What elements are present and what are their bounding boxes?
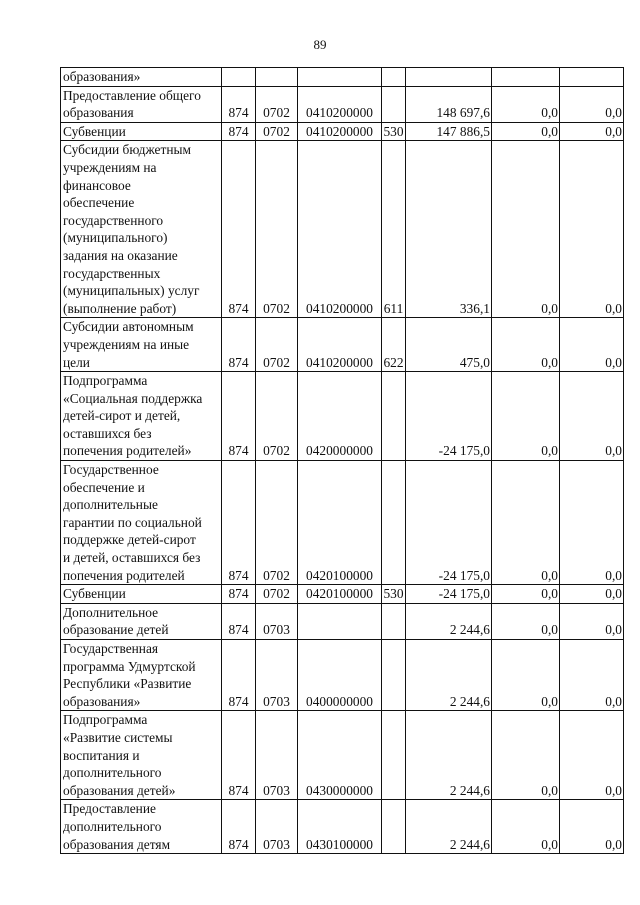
cell-sum: 475,0 xyxy=(406,318,492,372)
cell-expense-type: 622 xyxy=(382,318,406,372)
cell-target-article: 0430000000 xyxy=(298,711,382,800)
cell-name: Субвенции xyxy=(61,122,222,141)
table-row xyxy=(61,141,624,318)
cell-value-2 xyxy=(492,68,560,87)
cell-section-code: 0702 xyxy=(256,372,298,461)
cell-ved-code: 874 xyxy=(222,603,256,639)
cell-value-2: 0,0 xyxy=(492,86,560,122)
table-row xyxy=(61,461,624,585)
cell-value-2: 0,0 xyxy=(492,122,560,141)
cell-ved-code: 874 xyxy=(222,461,256,585)
cell-value-2: 0,0 xyxy=(492,800,560,854)
cell-name: Субвенции xyxy=(61,585,222,604)
cell-value-3: 0,0 xyxy=(560,86,624,122)
cell-section-code: 0702 xyxy=(256,86,298,122)
cell-expense-type xyxy=(382,372,406,461)
cell-target-article: 0410200000 xyxy=(298,86,382,122)
cell-expense-type xyxy=(382,603,406,639)
cell-ved-code: 874 xyxy=(222,640,256,711)
cell-ved-code: 874 xyxy=(222,711,256,800)
cell-name: образования» xyxy=(61,68,222,87)
cell-section-code: 0702 xyxy=(256,318,298,372)
cell-value-3: 0,0 xyxy=(560,640,624,711)
budget-table xyxy=(60,67,624,854)
cell-sum: 2 244,6 xyxy=(406,603,492,639)
cell-section-code xyxy=(256,68,298,87)
cell-sum: 2 244,6 xyxy=(406,640,492,711)
cell-sum: -24 175,0 xyxy=(406,461,492,585)
cell-value-2: 0,0 xyxy=(492,711,560,800)
cell-target-article xyxy=(298,68,382,87)
cell-name: Подпрограмма «Социальная поддержка детей-сирот и детей, оставшихся без попечения родителей» xyxy=(61,372,222,461)
cell-section-code: 0703 xyxy=(256,603,298,639)
cell-name: Государственное обеспечение и дополнительные гарантии по социальной поддержке детей-сирот и детей, оставшихся без попечения родителей xyxy=(61,461,222,585)
cell-section-code: 0702 xyxy=(256,122,298,141)
cell-value-3: 0,0 xyxy=(560,603,624,639)
cell-sum: 2 244,6 xyxy=(406,711,492,800)
table-row xyxy=(61,640,624,711)
cell-target-article: 0420000000 xyxy=(298,372,382,461)
cell-target-article xyxy=(298,603,382,639)
cell-section-code: 0703 xyxy=(256,711,298,800)
cell-expense-type xyxy=(382,800,406,854)
cell-value-3: 0,0 xyxy=(560,800,624,854)
cell-sum: 336,1 xyxy=(406,141,492,318)
cell-ved-code xyxy=(222,68,256,87)
cell-name: Предоставление общего образования xyxy=(61,86,222,122)
cell-value-2: 0,0 xyxy=(492,372,560,461)
cell-value-3: 0,0 xyxy=(560,585,624,604)
cell-value-3: 0,0 xyxy=(560,461,624,585)
page-number: 89 xyxy=(313,37,327,52)
cell-value-3: 0,0 xyxy=(560,711,624,800)
table-row xyxy=(61,86,624,122)
cell-ved-code: 874 xyxy=(222,86,256,122)
cell-value-2: 0,0 xyxy=(492,640,560,711)
cell-target-article: 0420100000 xyxy=(298,461,382,585)
cell-value-2: 0,0 xyxy=(492,603,560,639)
cell-section-code: 0702 xyxy=(256,461,298,585)
cell-expense-type xyxy=(382,86,406,122)
cell-target-article: 0420100000 xyxy=(298,585,382,604)
cell-expense-type xyxy=(382,640,406,711)
table-row xyxy=(61,318,624,372)
cell-name: Предоставление дополнительного образования детям xyxy=(61,800,222,854)
cell-value-2: 0,0 xyxy=(492,461,560,585)
cell-name: Подпрограмма «Развитие системы воспитания и дополнительного образования детей» xyxy=(61,711,222,800)
cell-sum: -24 175,0 xyxy=(406,372,492,461)
cell-expense-type: 530 xyxy=(382,122,406,141)
cell-name: Субсидии автономным учреждениям на иные цели xyxy=(61,318,222,372)
cell-expense-type xyxy=(382,711,406,800)
cell-expense-type xyxy=(382,461,406,585)
cell-target-article: 0400000000 xyxy=(298,640,382,711)
cell-value-2: 0,0 xyxy=(492,585,560,604)
cell-ved-code: 874 xyxy=(222,372,256,461)
cell-target-article: 0410200000 xyxy=(298,318,382,372)
table-row xyxy=(61,372,624,461)
cell-ved-code: 874 xyxy=(222,800,256,854)
cell-value-3: 0,0 xyxy=(560,372,624,461)
cell-value-3: 0,0 xyxy=(560,122,624,141)
table-row xyxy=(61,68,624,87)
cell-ved-code: 874 xyxy=(222,141,256,318)
cell-sum: 2 244,6 xyxy=(406,800,492,854)
cell-value-2: 0,0 xyxy=(492,318,560,372)
cell-section-code: 0702 xyxy=(256,141,298,318)
cell-expense-type: 611 xyxy=(382,141,406,318)
cell-value-2: 0,0 xyxy=(492,141,560,318)
cell-sum: 148 697,6 xyxy=(406,86,492,122)
table-row xyxy=(61,711,624,800)
cell-expense-type: 530 xyxy=(382,585,406,604)
cell-section-code: 0703 xyxy=(256,640,298,711)
cell-ved-code: 874 xyxy=(222,318,256,372)
cell-sum xyxy=(406,68,492,87)
table-row xyxy=(61,603,624,639)
cell-section-code: 0702 xyxy=(256,585,298,604)
table-row xyxy=(61,585,624,604)
cell-target-article: 0430100000 xyxy=(298,800,382,854)
cell-name: Дополнительное образование детей xyxy=(61,603,222,639)
cell-sum: 147 886,5 xyxy=(406,122,492,141)
cell-ved-code: 874 xyxy=(222,122,256,141)
cell-ved-code: 874 xyxy=(222,585,256,604)
cell-name: Государственная программа Удмуртской Республики «Развитие образования» xyxy=(61,640,222,711)
table-row xyxy=(61,800,624,854)
table-row xyxy=(61,122,624,141)
cell-expense-type xyxy=(382,68,406,87)
table-body xyxy=(61,68,624,854)
cell-sum: -24 175,0 xyxy=(406,585,492,604)
cell-value-3 xyxy=(560,68,624,87)
cell-value-3: 0,0 xyxy=(560,318,624,372)
cell-value-3: 0,0 xyxy=(560,141,624,318)
cell-section-code: 0703 xyxy=(256,800,298,854)
cell-target-article: 0410200000 xyxy=(298,122,382,141)
cell-target-article: 0410200000 xyxy=(298,141,382,318)
cell-name: Субсидии бюджетным учреждениям на финансовое обеспечение государственного (муниципального) задания на оказание государственных (муниципальных) услуг (выполнение работ) xyxy=(61,141,222,318)
